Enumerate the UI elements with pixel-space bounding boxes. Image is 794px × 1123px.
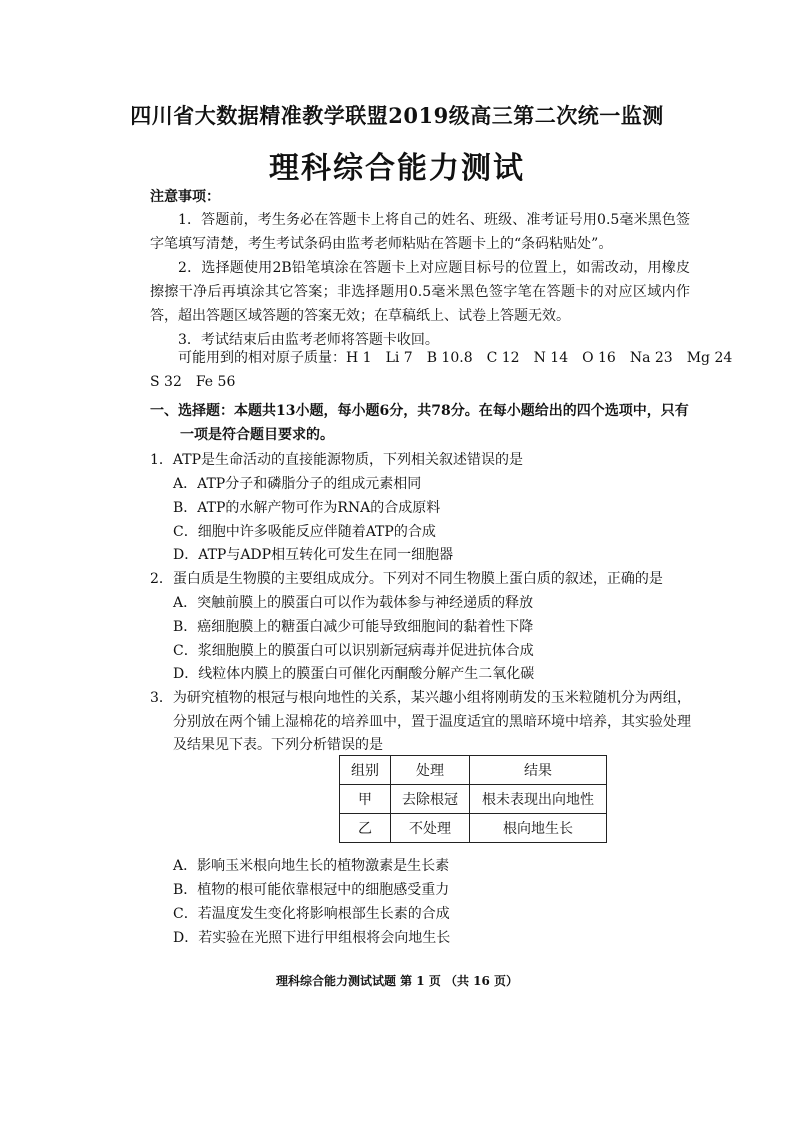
table-cell: 根向地生长 xyxy=(470,814,607,843)
question-1-option-a: A．ATP分子和磷脂分子的组成元素相同 xyxy=(173,476,422,492)
page-footer: 理科综合能力测试试题 第 1 页 （共 16 页） xyxy=(275,974,519,988)
question-3-stem: 3．为研究植物的根冠与根向地性的关系，某兴趣小组将刚萌发的玉米粒随机分为两组， xyxy=(150,690,691,706)
table-header-cell: 结果 xyxy=(470,756,607,785)
notes-heading: 注意事项： xyxy=(150,189,220,205)
table-header-cell: 组别 xyxy=(340,756,391,785)
table-cell: 根未表现出向地性 xyxy=(470,785,607,814)
question-2-stem: 2．蛋白质是生物膜的主要组成成分。下列对不同生物膜上蛋白质的叙述，正确的是 xyxy=(150,571,663,587)
table-cell: 不处理 xyxy=(391,814,470,843)
atomic-mass-line-1: 可能用到的相对原子质量：H 1 Li 7 B 10.8 C 12 N 14 O 16 Na 23 Mg 24 xyxy=(178,350,733,366)
question-3-stem-cont: 分别放在两个铺上湿棉花的培养皿中，置于温度适宜的黑暗环境中培养，其实验处理 xyxy=(173,714,691,730)
question-3-option-b: B．植物的根可能依靠根冠中的细胞感受重力 xyxy=(173,882,450,898)
question-1-stem: 1．ATP是生命活动的直接能源物质，下列相关叙述错误的是 xyxy=(150,452,524,468)
experiment-table xyxy=(339,755,607,843)
question-1-option-d: D．ATP与ADP相互转化可发生在同一细胞器 xyxy=(173,547,454,563)
question-2-option-a: A．突触前膜上的膜蛋白可以作为载体参与神经递质的释放 xyxy=(173,595,534,611)
section-heading-cont: 一项是符合题目要求的。 xyxy=(180,427,334,443)
question-2-option-d: D．线粒体内膜上的膜蛋白可催化丙酮酸分解产生二氧化碳 xyxy=(173,666,535,682)
exam-subtitle: 理科综合能力测试 xyxy=(269,151,525,186)
question-2-option-c: C．浆细胞膜上的膜蛋白可以识别新冠病毒并促进抗体合成 xyxy=(173,643,534,659)
table-row xyxy=(340,814,607,843)
note-item-3: 3．考试结束后由监考老师将答题卡收回。 xyxy=(178,332,439,348)
exam-title: 四川省大数据精准教学联盟2019级高三第二次统一监测 xyxy=(130,103,664,128)
question-3-stem-cont2: 及结果见下表。下列分析错误的是 xyxy=(173,737,383,753)
table-row xyxy=(340,785,607,814)
note-item-2: 2．选择题使用2B铅笔填涂在答题卡上对应题目标号的位置上，如需改动，用橡皮擦擦干净后再填涂其它答案；非选择题用0.5毫米黑色签字笔在答题卡的对应区域内作答，超出答题区域答题的答案无效；在草稿纸上、试卷上答题无效。 xyxy=(150,260,690,324)
question-1-option-b: B．ATP的水解产物可作为RNA的合成原料 xyxy=(173,500,441,516)
question-3-option-c: C．若温度发生变化将影响根部生长素的合成 xyxy=(173,906,450,922)
table-cell: 甲 xyxy=(340,785,391,814)
atomic-mass-line-2: S 32 Fe 56 xyxy=(150,374,236,390)
table-cell: 乙 xyxy=(340,814,391,843)
table-cell: 去除根冠 xyxy=(391,785,470,814)
table-header-row xyxy=(340,756,607,785)
section-heading: 一、选择题：本题共13小题，每小题6分，共78分。在每小题给出的四个选项中，只有 xyxy=(150,403,689,419)
question-3-option-a: A．影响玉米根向地生长的植物激素是生长素 xyxy=(173,858,450,874)
question-2-option-b: B．癌细胞膜上的糖蛋白减少可能导致细胞间的黏着性下降 xyxy=(173,619,534,635)
note-item-1: 1．答题前，考生务必在答题卡上将自己的姓名、班级、准考证号用0.5毫米黑色签字笔填写清楚，考生考试条码由监考老师粘贴在答题卡上的“条码粘贴处”。 xyxy=(150,212,690,252)
question-1-option-c: C．细胞中许多吸能反应伴随着ATP的合成 xyxy=(173,524,436,540)
question-3-option-d: D．若实验在光照下进行甲组根将会向地生长 xyxy=(173,930,451,946)
table-header-cell: 处理 xyxy=(391,756,470,785)
